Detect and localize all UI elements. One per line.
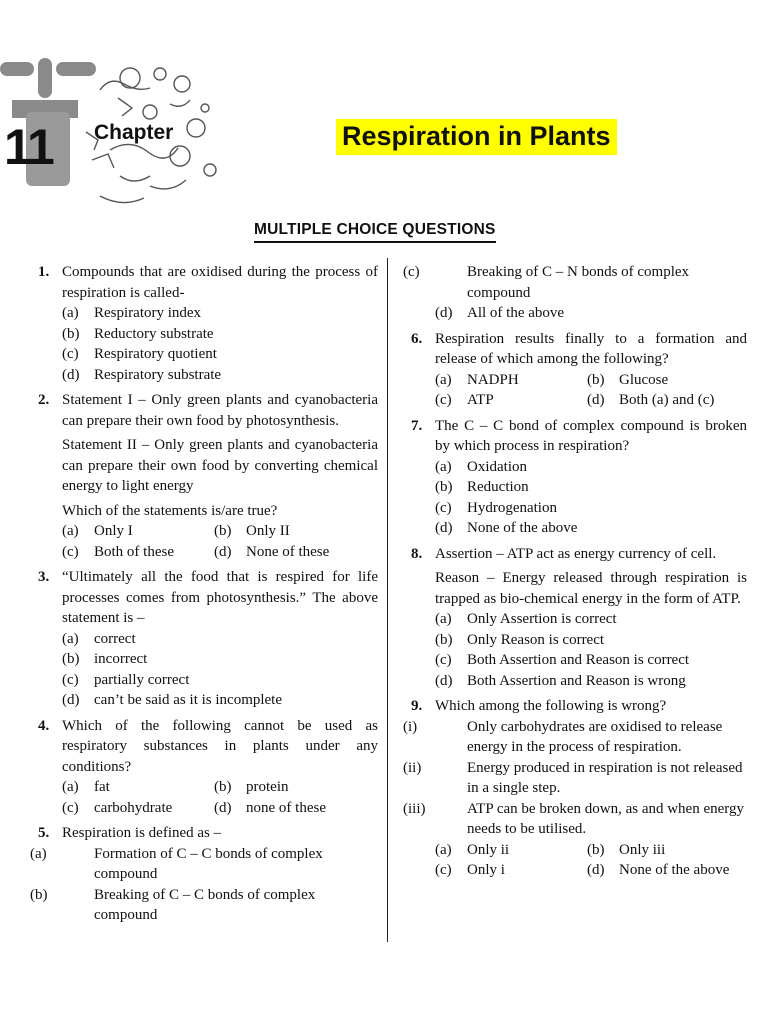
question-number: 3. xyxy=(38,569,50,585)
chapter-label: Chapter xyxy=(94,121,174,144)
section-title: MULTIPLE CHOICE QUESTIONS xyxy=(254,221,496,243)
option-b: (b) Only Reason is correct xyxy=(435,631,605,648)
question-ask: Which of the statements is/are true? xyxy=(62,502,278,519)
option-a: (a) Respiratory index xyxy=(62,305,202,321)
options-row-1: (a) NADPH (b) Glucose xyxy=(435,371,669,388)
question-number: 8. xyxy=(411,545,423,562)
option-c: (c) Breaking of C – N bonds of complex compound xyxy=(403,264,690,301)
question-text: Which among the following is wrong? xyxy=(435,698,667,714)
question-number: 2. xyxy=(38,392,50,408)
option-a: (a) correct xyxy=(62,630,136,647)
option-b: (b) incorrect xyxy=(62,651,148,667)
question-3 xyxy=(38,567,378,711)
options-row-2: (c) carbohydrate (d) none of these xyxy=(62,799,326,816)
question-text: “Ultimately all the food that is respired for life processes comes from photosynthesis.” The above statement is – xyxy=(62,569,378,626)
options-row-1: (a) Only ii (b) Only iii xyxy=(435,841,666,858)
options-row-1: (a) fat (b) protein xyxy=(62,779,289,795)
question-6 xyxy=(411,329,747,411)
question-9 xyxy=(403,696,747,881)
reason-text: Reason – Energy released through respiration is trapped as bio-chemical energy in the form of ATP. xyxy=(435,570,747,607)
question-number: 7. xyxy=(411,417,423,434)
statement-iii: (iii) ATP can be broken down, as and when energy needs to be utilised. xyxy=(403,800,745,837)
option-a: (a) Formation of C – C bonds of complex compound xyxy=(30,845,323,882)
option-b: (b) Reductory substrate xyxy=(62,325,214,342)
options-row-2: (c) Only i (d) None of the above xyxy=(435,862,730,878)
option-d: (d) Both Assertion and Reason is wrong xyxy=(435,672,686,689)
option-d: (d) None of the above xyxy=(435,520,578,536)
statement-i: (i) Only carbohydrates are oxidised to release energy in the process of respiration. xyxy=(403,718,723,755)
question-text: Compounds that are oxidised during the process of respiration is called- xyxy=(62,264,378,301)
assertion-text: Assertion – ATP act as energy currency of cell. xyxy=(435,545,717,562)
chapter-title: Respiration in Plants xyxy=(336,119,617,155)
option-d: (d) Respiratory substrate xyxy=(62,366,222,383)
options-row-1: (a) Only I (b) Only II xyxy=(62,523,290,539)
question-4 xyxy=(38,716,378,819)
statement-2: Statement II – Only green plants and cyanobacteria can prepare their own food by converting chemical energy to light energy xyxy=(62,437,378,494)
option-c: (c) partially correct xyxy=(62,671,190,688)
option-c: (c) Both Assertion and Reason is correct xyxy=(435,652,690,668)
question-number: 9. xyxy=(411,698,423,714)
question-number: 6. xyxy=(411,330,423,347)
options-row-2: (c) ATP (d) Both (a) and (c) xyxy=(435,392,715,408)
right-column xyxy=(403,262,747,886)
question-5 xyxy=(30,823,378,926)
chapter-decoration-graphic xyxy=(0,0,240,220)
question-7 xyxy=(411,416,747,539)
statement-ii: (ii) Energy produced in respiration is not released in a single step. xyxy=(403,759,743,796)
question-8 xyxy=(411,544,747,692)
question-number: 5. xyxy=(38,825,50,841)
question-text: Respiration results finally to a formation and release of which among the following? xyxy=(435,330,747,367)
question-text: The C – C bond of complex compound is broken by which process in respiration? xyxy=(435,417,747,454)
option-a: (a) Oxidation xyxy=(435,458,527,475)
question-text: Which of the following cannot be used as respiratory substances in plants under any conditions? xyxy=(62,717,378,775)
option-b: (b) Breaking of C – C bonds of complex compound xyxy=(30,886,316,923)
option-a: (a) Only Assertion is correct xyxy=(435,611,617,627)
question-text: Respiration is defined as – xyxy=(62,825,222,841)
column-divider xyxy=(387,258,388,942)
option-b: (b) Reduction xyxy=(435,479,529,495)
option-c: (c) Hydrogenation xyxy=(435,499,557,516)
question-5-continued xyxy=(403,262,747,324)
option-c: (c) Respiratory quotient xyxy=(62,346,217,362)
option-d: (d) can’t be said as it is incomplete xyxy=(62,692,283,708)
chapter-number: 11 xyxy=(4,119,53,175)
question-number: 4. xyxy=(38,717,50,734)
question-1 xyxy=(38,262,378,385)
question-number: 1. xyxy=(38,264,50,280)
option-d: (d) All of the above xyxy=(435,305,565,321)
options-row-2: (c) Both of these (d) None of these xyxy=(62,543,330,560)
left-column xyxy=(30,262,378,931)
statement-1: Statement I – Only green plants and cyanobacteria can prepare their own food by photosynthesis. xyxy=(62,392,378,429)
chapter-header xyxy=(0,0,768,220)
question-2 xyxy=(38,390,378,562)
